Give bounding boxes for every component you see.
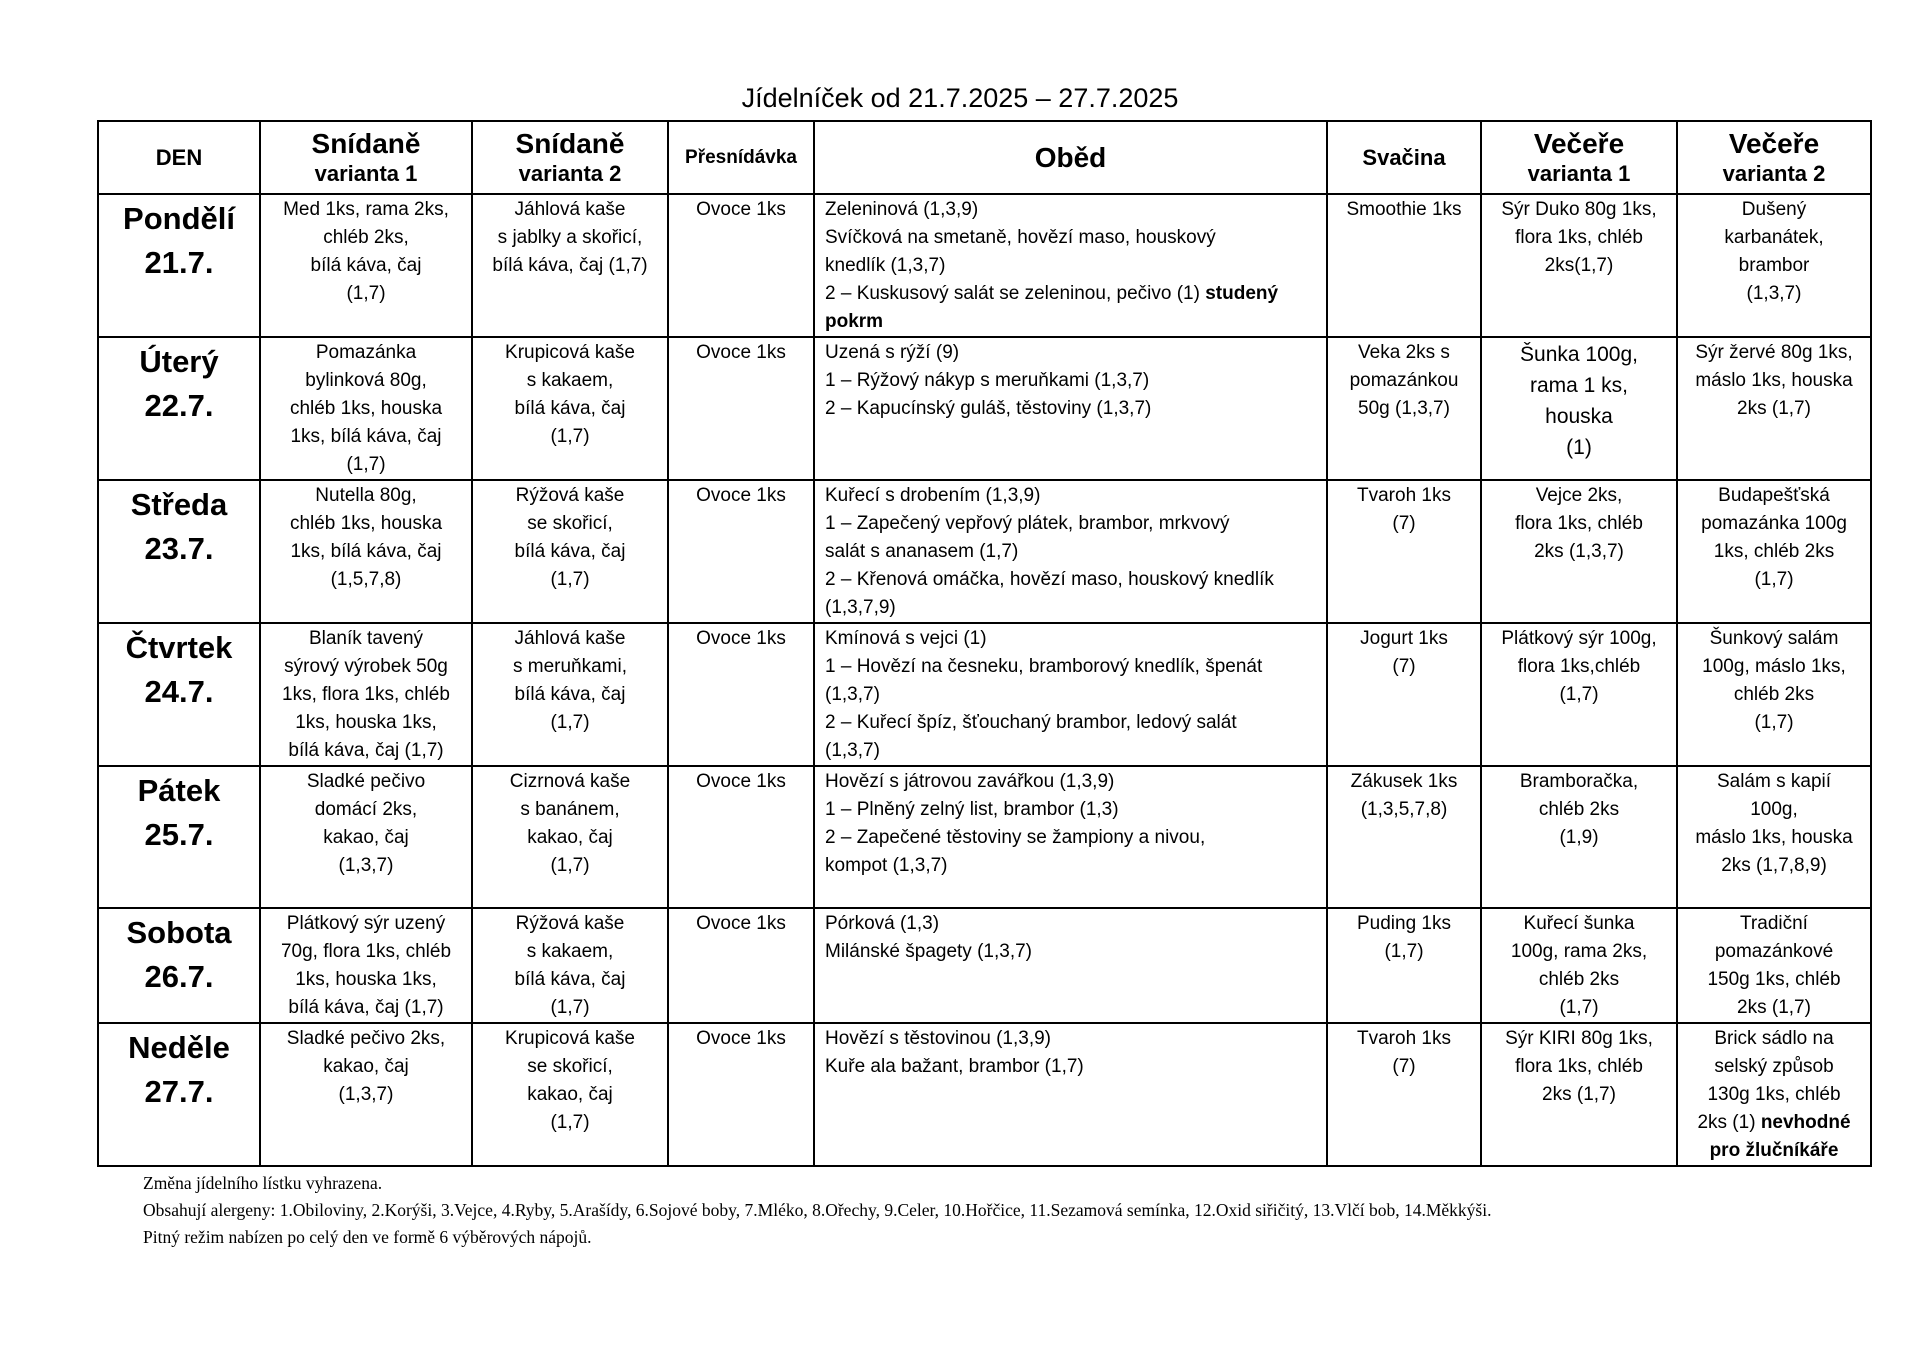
svacina-cell: Tvaroh 1ks (7) (1327, 480, 1481, 623)
vecere-2-cell: Budapešťská pomazánka 100g 1ks, chléb 2ks (1,7) (1677, 480, 1871, 623)
vecere-2-cell: Šunkový salám 100g, máslo 1ks, chléb 2ks (1,7) (1677, 623, 1871, 766)
snidane-1-cell: Sladké pečivo domácí 2ks, kakao, čaj (1,3,7) (260, 766, 472, 908)
snidane-1-cell: Med 1ks, rama 2ks, chléb 2ks, bílá káva, čaj (1,7) (260, 194, 472, 337)
presnidavka-cell: Ovoce 1ks (668, 337, 814, 480)
vecere-1-cell: Šunka 100g, rama 1 ks, houska (1) (1481, 337, 1677, 480)
table-row (98, 623, 1871, 766)
vecere-2-cell: Dušený karbanátek, brambor (1,3,7) (1677, 194, 1871, 337)
obed-cell: Uzená s rýží (9) 1 – Rýžový nákyp s meruňkami (1,3,7) 2 – Kapucínský guláš, těstoviny (1,3,7) (814, 337, 1327, 480)
presnidavka-cell: Ovoce 1ks (668, 480, 814, 623)
table-row (98, 337, 1871, 480)
header-vecere-2: Večeře varianta 2 (1677, 121, 1871, 194)
day-cell: Neděle 27.7. (98, 1023, 260, 1166)
snidane-1-cell: Nutella 80g, chléb 1ks, houska 1ks, bílá káva, čaj (1,5,7,8) (260, 480, 472, 623)
presnidavka-cell: Ovoce 1ks (668, 766, 814, 908)
table-row (98, 480, 1871, 623)
vecere-2-cell: Sýr žervé 80g 1ks, máslo 1ks, houska 2ks (1,7) (1677, 337, 1871, 480)
vecere-2-cell: Salám s kapií 100g, máslo 1ks, houska 2ks (1,7,8,9) (1677, 766, 1871, 908)
header-row (98, 121, 1871, 194)
vecere-2-note: nevhodné pro žlučníkáře (1709, 1112, 1851, 1161)
snidane-1-cell: Pomazánka bylinková 80g, chléb 1ks, houska 1ks, bílá káva, čaj (1,7) (260, 337, 472, 480)
header-den: DEN (98, 121, 260, 194)
vecere-1-cell: Sýr Duko 80g 1ks, flora 1ks, chléb 2ks(1,7) (1481, 194, 1677, 337)
table-row (98, 1023, 1871, 1166)
allergen-list: Obsahují alergeny: 1.Obiloviny, 2.Korýši, 3.Vejce, 4.Ryby, 5.Arašídy, 6.Sojové boby, 7.Mléko, 8.Ořechy, 9.Celer, 10.Hořčice, 11.Sezamová semínka, 12.Oxid siřičitý, 13.Vlčí bob, 14.Měkkýši. (143, 1200, 1492, 1220)
snidane-2-cell: Jáhlová kaše s jablky a skořicí, bílá káva, čaj (1,7) (472, 194, 668, 337)
svacina-cell: Smoothie 1ks (1327, 194, 1481, 337)
snidane-1-cell: Blaník tavený sýrový výrobek 50g 1ks, flora 1ks, chléb 1ks, houska 1ks, bílá káva, čaj (1,7) (260, 623, 472, 766)
vecere-1-cell: Sýr KIRI 80g 1ks, flora 1ks, chléb 2ks (1,7) (1481, 1023, 1677, 1166)
menu-table (97, 120, 1872, 1167)
day-cell: Sobota 26.7. (98, 908, 260, 1023)
vecere-2-cell: Brick sádlo na selský způsob 130g 1ks, chléb 2ks (1) nevhodné pro žlučníkáře (1677, 1023, 1871, 1166)
day-cell: Čtvrtek 24.7. (98, 623, 260, 766)
header-vecere-1: Večeře varianta 1 (1481, 121, 1677, 194)
header-svacina: Svačina (1327, 121, 1481, 194)
obed-cell: Kuřecí s drobením (1,3,9) 1 – Zapečený vepřový plátek, brambor, mrkvový salát s ananasem (1,7) 2 – Křenová omáčka, hovězí maso, houskový knedlík (1,3,7,9) (814, 480, 1327, 623)
snidane-2-cell: Krupicová kaše s kakaem, bílá káva, čaj (1,7) (472, 337, 668, 480)
vecere-2-cell: Tradiční pomazánkové 150g 1ks, chléb 2ks (1,7) (1677, 908, 1871, 1023)
page-title: Jídelníček od 21.7.2025 – 27.7.2025 (741, 83, 1179, 113)
header-obed: Oběd (814, 121, 1327, 194)
svacina-cell: Veka 2ks s pomazánkou 50g (1,3,7) (1327, 337, 1481, 480)
presnidavka-cell: Ovoce 1ks (668, 1023, 814, 1166)
svacina-cell: Jogurt 1ks (7) (1327, 623, 1481, 766)
day-cell: Pondělí 21.7. (98, 194, 260, 337)
header-snidane-2: Snídaně varianta 2 (472, 121, 668, 194)
day-cell: Pátek 25.7. (98, 766, 260, 908)
footer-notes (143, 1170, 1491, 1251)
snidane-2-cell: Rýžová kaše se skořicí, bílá káva, čaj (1,7) (472, 480, 668, 623)
header-snidane-1: Snídaně varianta 1 (260, 121, 472, 194)
svacina-cell: Tvaroh 1ks (7) (1327, 1023, 1481, 1166)
obed-cell: Kmínová s vejci (1) 1 – Hovězí na česneku, bramborový knedlík, špenát (1,3,7) 2 – Kuřecí špíz, šťouchaný brambor, ledový salát (1,3,7) (814, 623, 1327, 766)
svacina-cell: Puding 1ks (1,7) (1327, 908, 1481, 1023)
day-cell: Úterý 22.7. (98, 337, 260, 480)
vecere-1-cell: Kuřecí šunka 100g, rama 2ks, chléb 2ks (1,7) (1481, 908, 1677, 1023)
presnidavka-cell: Ovoce 1ks (668, 623, 814, 766)
vecere-1-cell: Plátkový sýr 100g, flora 1ks,chléb (1,7) (1481, 623, 1677, 766)
snidane-2-cell: Rýžová kaše s kakaem, bílá káva, čaj (1,7) (472, 908, 668, 1023)
snidane-2-cell: Krupicová kaše se skořicí, kakao, čaj (1,7) (472, 1023, 668, 1166)
obed-cell: Pórková (1,3) Milánské špagety (1,3,7) (814, 908, 1327, 1023)
obed-cell: Hovězí s těstovinou (1,3,9) Kuře ala bažant, brambor (1,7) (814, 1023, 1327, 1166)
change-notice: Změna jídelního lístku vyhrazena. (143, 1173, 383, 1193)
obed-note: studený pokrm (825, 283, 1279, 332)
snidane-1-cell: Plátkový sýr uzený 70g, flora 1ks, chléb 1ks, houska 1ks, bílá káva, čaj (1,7) (260, 908, 472, 1023)
header-presnidavka: Přesnídávka (668, 121, 814, 194)
drinking-regime: Pitný režim nabízen po celý den ve formě 6 výběrových nápojů. (143, 1227, 592, 1247)
presnidavka-cell: Ovoce 1ks (668, 908, 814, 1023)
table-row (98, 908, 1871, 1023)
vecere-1-cell: Vejce 2ks, flora 1ks, chléb 2ks (1,3,7) (1481, 480, 1677, 623)
snidane-2-cell: Jáhlová kaše s meruňkami, bílá káva, čaj (1,7) (472, 623, 668, 766)
presnidavka-cell: Ovoce 1ks (668, 194, 814, 337)
snidane-1-cell: Sladké pečivo 2ks, kakao, čaj (1,3,7) (260, 1023, 472, 1166)
svacina-cell: Zákusek 1ks (1,3,5,7,8) (1327, 766, 1481, 908)
table-row (98, 766, 1871, 908)
table-row (98, 194, 1871, 337)
obed-cell: Zeleninová (1,3,9) Svíčková na smetaně, hovězí maso, houskový knedlík (1,3,7) 2 – Kuskusový salát se zeleninou, pečivo (1) studený pokrm (814, 194, 1327, 337)
vecere-1-cell: Bramboračka, chléb 2ks (1,9) (1481, 766, 1677, 908)
obed-cell: Hovězí s játrovou zavářkou (1,3,9) 1 – Plněný zelný list, brambor (1,3) 2 – Zapečené těstoviny se žampiony a nivou, kompot (1,3,7) (814, 766, 1327, 908)
snidane-2-cell: Cizrnová kaše s banánem, kakao, čaj (1,7) (472, 766, 668, 908)
day-cell: Středa 23.7. (98, 480, 260, 623)
